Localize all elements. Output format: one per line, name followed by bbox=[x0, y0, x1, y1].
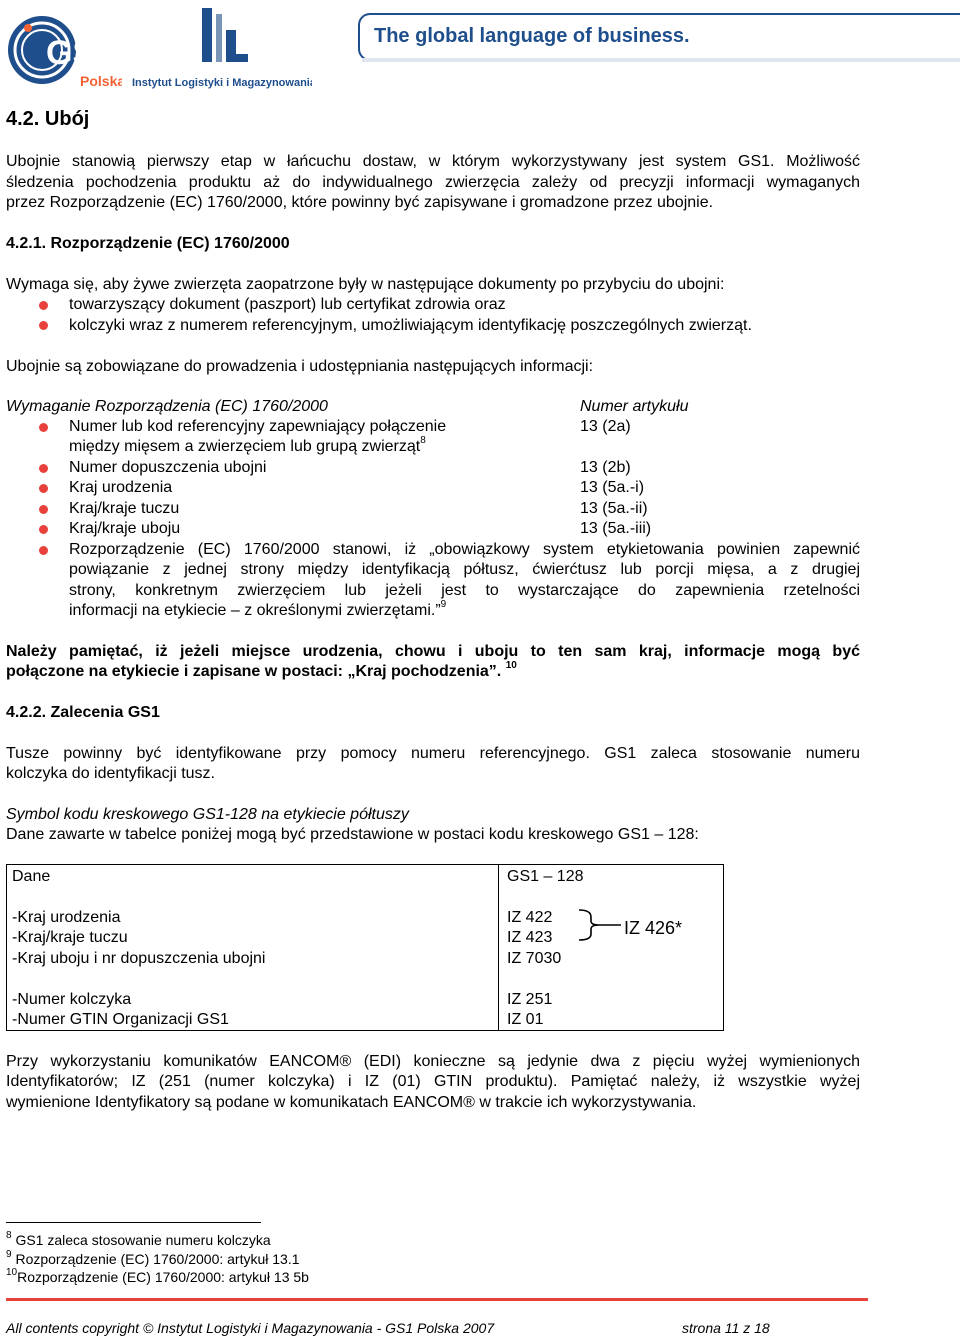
req-reference-article: 13 (2a) bbox=[580, 418, 631, 435]
bullet-icon bbox=[39, 321, 48, 330]
req-row-article: 13 (5a.-iii) bbox=[580, 520, 652, 537]
grouping-brace-icon bbox=[575, 907, 625, 943]
note-line-1: Należy pamiętać, iż jeżeli miejsce urodzenia, chowu i uboju to ten sam kraj, informacje mogą być bbox=[6, 643, 860, 660]
recommend-line-2: kolczyka do identyfikacji tusz. bbox=[6, 765, 215, 782]
req-row-article: 13 (5a.-ii) bbox=[580, 500, 648, 517]
bullet-icon bbox=[39, 505, 48, 514]
footnote: $^9$ Rozporządzenie (EC) 1760/2000: artykuł 13.1 bbox=[6, 1249, 300, 1267]
labeling-line-3: strony, konkretnym zwierzęciem lub jeżeli jest to wystarczające do zapewnienia rzetelności bbox=[69, 582, 860, 599]
table-header-gs1: GS1 – 128 bbox=[507, 868, 584, 885]
table-row-label: -Kraj/kraje tuczu bbox=[12, 929, 128, 946]
intro-line-1: Ubojnie stanowią pierwszy etap w łańcuchu dostaw, w którym wykorzystywany jest system GS1. Możliwość bbox=[6, 153, 860, 170]
labeling-line-2: powiązanie z jednej strony między identyfikacją półtusz, ćwierćtusz lub porcji mięsa, a z drugiej bbox=[69, 561, 860, 578]
table-row-label: -Numer kolczyka bbox=[12, 991, 132, 1008]
bullet-icon bbox=[39, 484, 48, 493]
bullet-icon bbox=[39, 546, 48, 555]
footnote-ref: 10 bbox=[505, 660, 517, 671]
labeling-line-4: informacji na etykiecie – z określonymi zwierzętami.”$^9$ bbox=[69, 599, 447, 619]
ilim-name-label: Instytut Logistyki i Magazynowania bbox=[132, 77, 312, 89]
footer-page-number: strona 11 z 18 bbox=[682, 1320, 770, 1336]
gs1-polska-logo bbox=[6, 12, 122, 90]
req-row-label: Numer dopuszczenia ubojni bbox=[69, 459, 267, 476]
table-row-code: IZ 251 bbox=[507, 991, 553, 1008]
req-row-label: Kraj/kraje uboju bbox=[69, 520, 181, 537]
bullet-eartags: kolczyki wraz z numerem referencyjnym, umożliwiającym identyfikację poszczególnych zwierząt. bbox=[69, 317, 752, 334]
footnote: $^{10}$Rozporządzenie (EC) 1760/2000: artykuł 13 5b bbox=[6, 1267, 309, 1285]
labeling-line-1: Rozporządzenie (EC) 1760/2000 stanowi, iż „obowiązkowy system etykietowania powinien zapewnić bbox=[69, 541, 860, 558]
footnote: $^8$ GS1 zaleca stosowanie numeru kolczyka bbox=[6, 1230, 271, 1248]
tagline-text: The global language of business. bbox=[374, 25, 690, 47]
req-row-article: 13 (2b) bbox=[580, 459, 631, 476]
gs1-country-label: Polska bbox=[80, 73, 122, 89]
footnote-ref: 9 bbox=[440, 599, 447, 610]
barcode-symbol-title: Symbol kodu kreskowego GS1-128 na etykiecie półtuszy bbox=[6, 806, 409, 823]
footer-rule bbox=[6, 1298, 868, 1301]
footnote-ref: 8 bbox=[420, 435, 426, 446]
req-row-article: 13 (5a.-i) bbox=[580, 479, 645, 496]
section-title: 4.2. Ubój bbox=[6, 108, 90, 130]
gs1-data-table bbox=[6, 864, 724, 1031]
combined-code: IZ 426* bbox=[624, 918, 683, 938]
ilim-logo-icon bbox=[130, 4, 312, 90]
obligation-text: Ubojnie są zobowiązane do prowadzenia i udostępniania następujących informacji: bbox=[6, 358, 594, 375]
req-reference-line-2: między mięsem a zwierzęciem lub grupą zwierząt$^8$ bbox=[69, 435, 426, 455]
subsection-title-421: 4.2.1. Rozporządzenie (EC) 1760/2000 bbox=[6, 235, 290, 252]
bullet-icon bbox=[39, 464, 48, 473]
req-row-label: Kraj urodzenia bbox=[69, 479, 173, 496]
requirements-lead: Wymaga się, aby żywe zwierzęta zaopatrzone były w następujące dokumenty po przybyciu do ubojni: bbox=[6, 276, 725, 293]
footnote-rule bbox=[6, 1222, 261, 1223]
table-row-code: IZ 423 bbox=[507, 929, 553, 946]
recommend-line-1: Tusze powinny być identyfikowane przy pomocy numeru referencyjnego. GS1 zaleca stosowanie numeru bbox=[6, 745, 860, 762]
tagline-shadow bbox=[362, 58, 960, 62]
bullet-icon bbox=[39, 525, 48, 534]
intro-line-2: śledzenia pochodzenia produktu aż do indywidualnego zwierzęcia zależy od precyzji informacji wymaganych bbox=[6, 174, 860, 191]
intro-line-3: przez Rozporządzenie (EC) 1760/2000, które powinny być zapisywane i gromadzone przez ubojnie. bbox=[6, 194, 714, 211]
closing-line-1: Przy wykorzystaniu komunikatów EANCOM® (EDI) konieczne są jedynie dwa z pięciu wyżej wymienionych bbox=[6, 1053, 860, 1070]
barcode-symbol-lead: Dane zawarte w tabelce poniżej mogą być przedstawione w postaci kodu kreskowego GS1 – 128: bbox=[6, 826, 699, 843]
table-row-label: -Kraj urodzenia bbox=[12, 909, 121, 926]
gs1-logo-icon bbox=[6, 12, 122, 90]
requirement-column-header: Wymaganie Rozporządzenia (EC) 1760/2000 bbox=[6, 398, 328, 415]
table-row-label: -Numer GTIN Organizacji GS1 bbox=[12, 1011, 229, 1028]
table-row-code: IZ 01 bbox=[507, 1011, 544, 1028]
table-row-code: IZ 7030 bbox=[507, 950, 562, 967]
svg-text:GS1: GS1 bbox=[46, 34, 115, 72]
bullet-icon bbox=[39, 301, 48, 310]
closing-line-3: wymienione Identyfikatory są podane w komunikatach EANCOM® w trakcie ich wykorzystywania. bbox=[6, 1094, 697, 1111]
table-divider bbox=[498, 865, 499, 1030]
bullet-passport: towarzyszący dokument (paszport) lub certyfikat zdrowia oraz bbox=[69, 296, 506, 313]
table-row-code: IZ 422 bbox=[507, 909, 553, 926]
article-column-header: Numer artykułu bbox=[580, 398, 689, 415]
bullet-icon bbox=[39, 423, 48, 432]
req-reference-line-1: Numer lub kod referencyjny zapewniający połączenie bbox=[69, 418, 447, 435]
req-row-label: Kraj/kraje tuczu bbox=[69, 500, 180, 517]
ilim-logo bbox=[130, 4, 312, 90]
subsection-title-422: 4.2.2. Zalecenia GS1 bbox=[6, 704, 160, 721]
closing-line-2: Identyfikatorów; IZ (251 (numer kolczyka) i IZ (01) GTIN produktu). Pamiętać należy, iż wszystkie wyżej bbox=[6, 1073, 860, 1090]
table-row-label: -Kraj uboju i nr dopuszczenia ubojni bbox=[12, 950, 266, 967]
note-line-2: połączone na etykiecie i zapisane w postaci: „Kraj pochodzenia”. $^{10}$ bbox=[6, 660, 517, 680]
footer-copyright: All contents copyright © Instytut Logistyki i Magazynowania - GS1 Polska 2007 bbox=[6, 1320, 495, 1336]
table-header-data: Dane bbox=[12, 868, 51, 885]
